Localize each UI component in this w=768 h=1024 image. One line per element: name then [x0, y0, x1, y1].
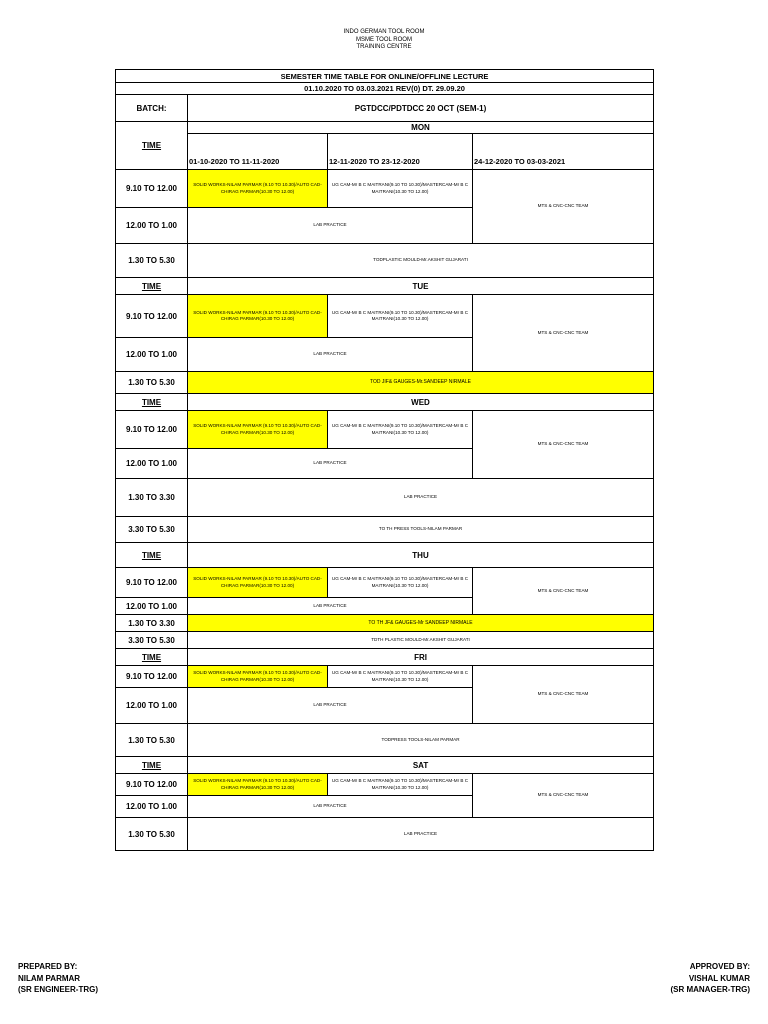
tue-slot-3-time: 1.30 TO 5.30 [116, 372, 188, 394]
thu-slot-2-time: 12.00 TO 1.00 [116, 598, 188, 615]
mon-afternoon-cell: TODPLASTIC MOULD-Mr.AKSHIT GUJARATI [188, 244, 654, 278]
institute-header [0, 29, 768, 52]
fri-lab-cell: LAB PRACTICE [188, 688, 473, 724]
day-header-mon: MON [188, 122, 654, 134]
thu-afternoon-cell: TO TH JF& GAUGES-Mr SANDEEP NIRMALE [188, 615, 654, 632]
batch-value: PGTDCC/PDTDCC 20 OCT (SEM-1) [188, 95, 654, 122]
day-header-wed: WED [188, 394, 654, 411]
fri-afternoon-cell: TODPRESS TOOLS-NILAM PARMAR [188, 724, 654, 757]
sat-afternoon-lab-cell: LAB PRACTICE [188, 818, 654, 851]
thu-ug-cam-cell: UG CAM-Mr B C MAITRANI(9.10 TO 10.30)/MASTERCAM-Mr B C MAITRANI(10.30 TO 12.00) [328, 568, 473, 598]
approved-by-name: VISHAL KUMAR [688, 973, 750, 983]
mon-solid-works-cell: SOLID WORKS-NILAM PARMAR (9.10 TO 10.30)/AUTO CAD-CHIRAG PARMAR(10.30 TO 12.00) [188, 170, 328, 208]
prepared-by-block [18, 961, 98, 996]
sat-slot-1-time: 9.10 TO 12.00 [116, 774, 188, 796]
header-line-1: INDO GERMAN TOOL ROOM [343, 29, 425, 35]
approved-by-block [670, 961, 750, 996]
day-header-fri: FRI [188, 649, 654, 666]
approved-by-label: APPROVED BY: [689, 962, 750, 971]
tue-mts-cell: MTS & CNC-CNC TEAM [473, 295, 654, 372]
tue-ug-cam-cell: UG CAM-Mr B C MAITRANI(9.10 TO 10.30)/MASTERCAM-Mr B C MAITRANI(10.30 TO 12.00) [328, 295, 473, 338]
fri-ug-cam-cell: UG CAM-Mr B C MAITRANI(9.10 TO 10.30)/MASTERCAM-Mr B C MAITRANI(10.30 TO 12.00) [328, 666, 473, 688]
thu-solid-works-cell: SOLID WORKS-NILAM PARMAR (9.10 TO 10.30)/AUTO CAD-CHIRAG PARMAR(10.30 TO 12.00) [188, 568, 328, 598]
time-header: TIME [116, 122, 188, 170]
fri-slot-2-time: 12.00 TO 1.00 [116, 688, 188, 724]
fri-time-header: TIME [116, 649, 188, 666]
thu-lab-cell: LAB PRACTICE [188, 598, 473, 615]
fri-solid-works-cell: SOLID WORKS-NILAM PARMAR (9.10 TO 10.30)/AUTO CAD-CHIRAG PARMAR(10.30 TO 12.00) [188, 666, 328, 688]
thu-slot-3-time: 1.30 TO 3.30 [116, 615, 188, 632]
tue-slot-2-time: 12.00 TO 1.00 [116, 338, 188, 372]
fri-slot-1-time: 9.10 TO 12.00 [116, 666, 188, 688]
wed-slot-2-time: 12.00 TO 1.00 [116, 449, 188, 479]
sat-solid-works-cell: SOLID WORKS-NILAM PARMAR (9.10 TO 10.30)/AUTO CAD-CHIRAG PARMAR(10.30 TO 12.00) [188, 774, 328, 796]
mon-lab-cell: LAB PRACTICE [188, 208, 473, 244]
sat-ug-cam-cell: UG CAM-Mr B C MAITRANI(9.10 TO 10.30)/MASTERCAM-Mr B C MAITRANI(10.30 TO 12.00) [328, 774, 473, 796]
wed-mts-cell: MTS & CNC-CNC TEAM [473, 411, 654, 479]
mon-slot-1-time: 9.10 TO 12.00 [116, 170, 188, 208]
mon-mts-cell: MTS & CNC-CNC TEAM [473, 170, 654, 244]
mon-ug-cam-cell: UG CAM-Mr B C MAITRANI(9.10 TO 10.30)/MASTERCAM-Mr B C MAITRANI(10.30 TO 12.00) [328, 170, 473, 208]
approved-by-role: (SR MANAGER-TRG) [670, 985, 750, 994]
wed-afternoon-lab-cell: LAB PRACTICE [188, 479, 654, 517]
header-line-2: MSME TOOL ROOM [356, 36, 412, 43]
wed-evening-cell: TO TH PRESS TOOLS-NILAM PARMAR [188, 517, 654, 543]
wed-slot-4-time: 3.30 TO 5.30 [116, 517, 188, 543]
batch-label: BATCH: [116, 95, 188, 122]
wed-ug-cam-cell: UG CAM-Mr B C MAITRANI(9.10 TO 10.30)/MASTERCAM-Mr B C MAITRANI(10.30 TO 12.00) [328, 411, 473, 449]
wed-solid-works-cell: SOLID WORKS-NILAM PARMAR (9.10 TO 10.30)/AUTO CAD-CHIRAG PARMAR(10.30 TO 12.00) [188, 411, 328, 449]
thu-time-header: TIME [116, 543, 188, 568]
wed-slot-1-time: 9.10 TO 12.00 [116, 411, 188, 449]
mon-slot-3-time: 1.30 TO 5.30 [116, 244, 188, 278]
tue-afternoon-cell: TOD JIF& GAUGES-Mr.SANDEEP NIRMALE [188, 372, 654, 394]
thu-slot-4-time: 3.30 TO 5.30 [116, 632, 188, 649]
sat-lab-cell: LAB PRACTICE [188, 796, 473, 818]
prepared-by-role: (SR ENGINEER-TRG) [18, 985, 98, 994]
range-2: 12-11-2020 TO 23-12-2020 [328, 134, 473, 170]
day-header-tue: TUE [188, 278, 654, 295]
wed-time-header: TIME [116, 394, 188, 411]
range-1: 01-10-2020 TO 11-11-2020 [188, 134, 328, 170]
fri-mts-cell: MTS & CNC-CNC TEAM [473, 666, 654, 724]
day-header-thu: THU [188, 543, 654, 568]
table-subtitle: 01.10.2020 TO 03.03.2021 REV(0) DT. 29.09.20 [116, 83, 654, 95]
fri-slot-3-time: 1.30 TO 5.30 [116, 724, 188, 757]
day-header-sat: SAT [188, 757, 654, 774]
tue-lab-cell: LAB PRACTICE [188, 338, 473, 372]
sat-mts-cell: MTS & CNC-CNC TEAM [473, 774, 654, 818]
thu-slot-1-time: 9.10 TO 12.00 [116, 568, 188, 598]
wed-lab-cell: LAB PRACTICE [188, 449, 473, 479]
tue-time-header: TIME [116, 278, 188, 295]
prepared-by-name: NILAM PARMAR [18, 973, 81, 983]
range-3: 24-12-2020 TO 03-03-2021 [473, 134, 654, 170]
tue-slot-1-time: 9.10 TO 12.00 [116, 295, 188, 338]
thu-mts-cell: MTS & CNC-CNC TEAM [473, 568, 654, 615]
sat-slot-2-time: 12.00 TO 1.00 [116, 796, 188, 818]
header-line-3: TRAINING CENTRE [356, 44, 412, 51]
wed-slot-3-time: 1.30 TO 3.30 [116, 479, 188, 517]
mon-slot-2-time: 12.00 TO 1.00 [116, 208, 188, 244]
prepared-by-label: PREPARED BY: [18, 962, 78, 971]
thu-evening-cell: TDTH PLASTIC MOULD-Mr.AKSHIT GUJARATI [188, 632, 654, 649]
timetable [115, 69, 654, 851]
sat-slot-3-time: 1.30 TO 5.30 [116, 818, 188, 851]
sat-time-header: TIME [116, 757, 188, 774]
table-title: SEMESTER TIME TABLE FOR ONLINE/OFFLINE LECTURE [116, 70, 654, 83]
tue-solid-works-cell: SOLID WORKS-NILAM PARMAR (9.10 TO 10.30)/AUTO CAD-CHIRAG PARMAR(10.30 TO 12.00) [188, 295, 328, 338]
